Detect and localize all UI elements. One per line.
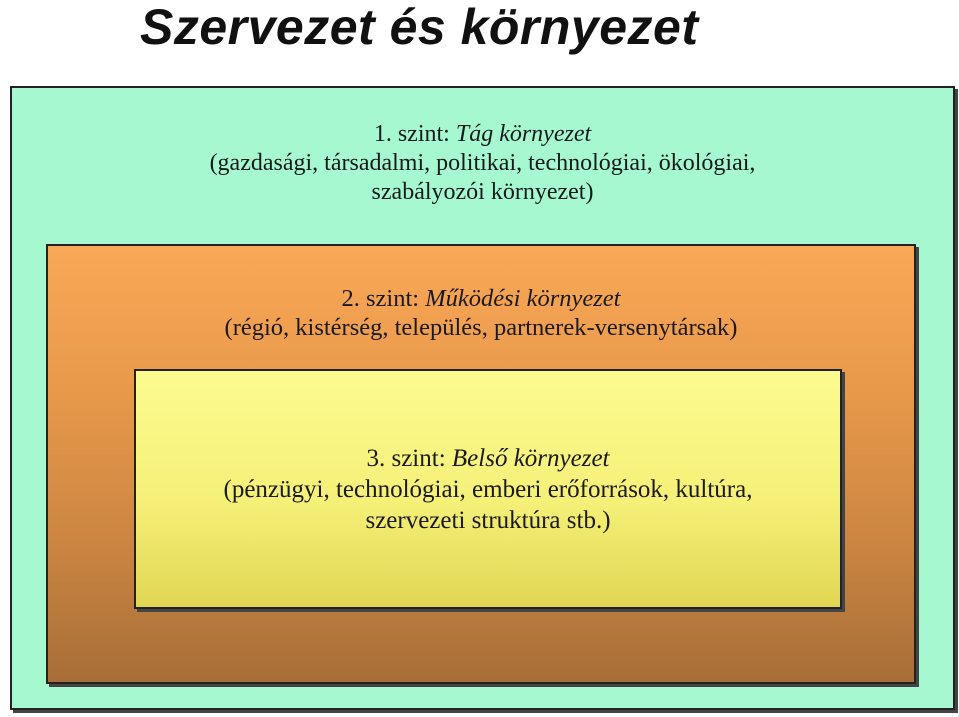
level-3-heading [136, 443, 840, 474]
level-2-heading [48, 284, 914, 313]
level-2-detail-line-1: (régió, kistérség, település, partnerek-versenytársak) [224, 314, 738, 341]
level-3-detail-line-2: szervezeti struktúra stb.) [365, 507, 611, 534]
level-2-prefix: 2. szint: [341, 285, 426, 312]
level-1-detail-line-2: szabályozói környezet) [371, 179, 594, 205]
level-1-label [12, 120, 953, 207]
level-2-label [48, 284, 914, 342]
level-2-name: Működési környezet [425, 285, 621, 312]
level-1-heading [12, 120, 953, 149]
level-3-label [136, 443, 840, 536]
level-1-name: Tág környezet [455, 121, 592, 147]
level-3-detail-line-1: (pénzügyi, technológiai, emberi erőforrások, kultúra, [223, 476, 753, 503]
slide-title: Szervezet és környezet [140, 0, 699, 55]
level-1-detail-line-1: (gazdasági, társadalmi, politikai, technológiai, ökológiai, [209, 150, 756, 176]
level-3-name: Belső környezet [451, 445, 610, 472]
level-1-prefix: 1. szint: [373, 121, 456, 147]
level-3-box [134, 369, 842, 609]
level-3-prefix: 3. szint: [366, 445, 452, 472]
